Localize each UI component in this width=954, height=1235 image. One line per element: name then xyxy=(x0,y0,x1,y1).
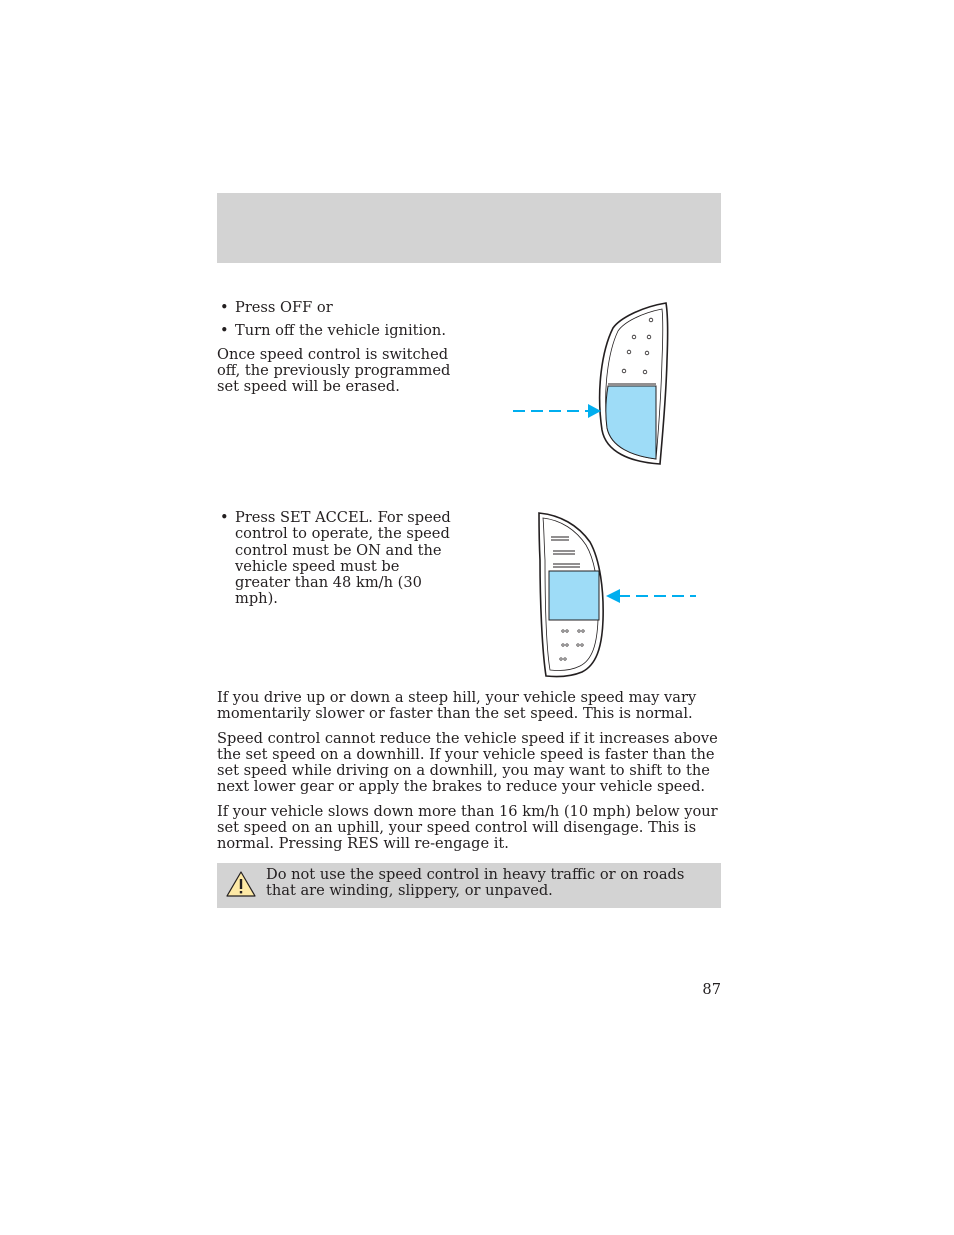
bullet-press-set-accel: • Press SET ACCEL. For speed control to operate, the speed control must be ON and the vehicle speed must be greater than 48 km/h (30 mph). xyxy=(217,510,457,608)
set-accel-button-highlight xyxy=(549,571,599,620)
bullet-press-off: • Press OFF or xyxy=(217,300,467,316)
warning-box xyxy=(217,863,721,908)
set-accel-button-diagram xyxy=(530,505,710,685)
bullet-turn-off-ignition: • Turn off the vehicle ignition. xyxy=(217,323,467,339)
section-header-band xyxy=(217,193,721,263)
page-number: 87 xyxy=(702,981,721,998)
pointer-arrow-head xyxy=(606,589,620,603)
speed-control-body xyxy=(217,690,721,861)
off-button-diagram xyxy=(500,300,680,470)
paragraph-steep-hill: If you drive up or down a steep hill, your vehicle speed may vary momentarily slower or faster than the set speed. This is normal. xyxy=(217,689,697,723)
off-instructions xyxy=(217,300,467,395)
paragraph-downhill: Speed control cannot reduce the vehicle speed if it increases above the set speed on a downhill. If your vehicle speed is faster than the set speed while driving on a downhill, you may want to shift to the next lower gear or apply the brakes to reduce your vehicle speed. xyxy=(217,729,718,796)
warning-triangle-icon xyxy=(225,870,257,898)
off-bullet-list xyxy=(217,300,467,340)
paragraph-uphill: If your vehicle slows down more than 16 km/h (10 mph) below your set speed on an uphill, your speed control will disengage. This is normal. Pressing RES will re-engage it. xyxy=(217,802,718,853)
set-accel-instructions xyxy=(217,510,457,615)
off-paragraph: Once speed control is switched off, the previously programmed set speed will be erased. xyxy=(217,345,451,396)
warning-text: Do not use the speed control in heavy traffic or on roads that are winding, slippery, or unpaved. xyxy=(266,866,685,900)
set-accel-bullet-list xyxy=(217,510,457,608)
